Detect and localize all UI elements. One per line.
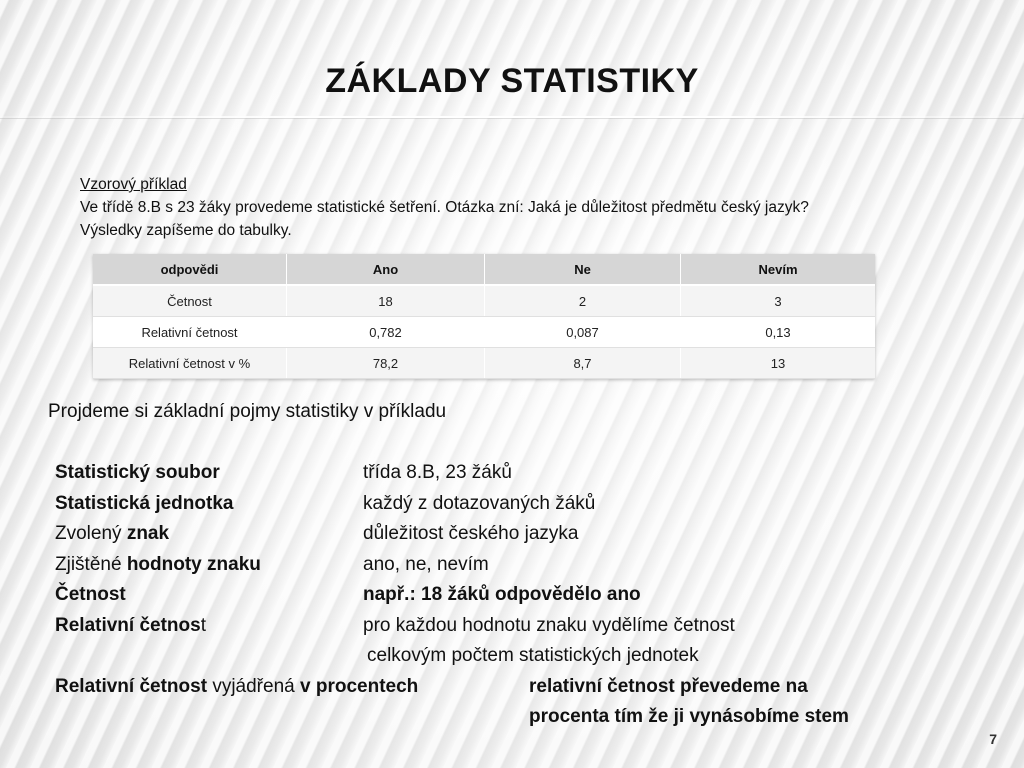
- table-row: [93, 348, 875, 379]
- table-cell: Četnost: [93, 285, 287, 317]
- definition-row: [55, 489, 955, 520]
- title-divider: [0, 116, 1024, 118]
- definition-row: [55, 519, 955, 550]
- definition-desc: důležitost českého jazyka: [363, 523, 579, 544]
- definition-row: [55, 458, 955, 489]
- results-table: [93, 254, 875, 379]
- definition-desc: ano, ne, nevím: [363, 553, 489, 575]
- table-cell: Relativní četnost: [93, 317, 287, 348]
- definition-term: Relativní četnost: [55, 614, 206, 636]
- definition-desc: pro každou hodnotu znaku vydělíme četnost: [363, 614, 735, 636]
- table-cell: 0,13: [681, 317, 876, 348]
- definition-desc: relativní četnost převedeme na: [529, 675, 808, 697]
- definition-term: Zjištěné hodnoty znaku: [55, 553, 261, 575]
- table-cell: 18: [287, 285, 485, 317]
- definition-term: Relativní četnost vyjádřená v procentech: [55, 675, 419, 697]
- header-cell: Ano: [287, 254, 485, 285]
- definition-desc: celkovým počtem statistických jednotek: [367, 645, 699, 666]
- header-cell: odpovědi: [93, 254, 287, 285]
- definition-row: [55, 580, 955, 611]
- definition-term: Zvolený znak: [55, 523, 170, 544]
- definition-row: [55, 672, 955, 703]
- table-cell: 8,7: [485, 348, 681, 379]
- table-row: [93, 285, 875, 317]
- definitions-list: [55, 458, 955, 733]
- header-cell: Ne: [485, 254, 681, 285]
- table-header-row: [93, 254, 875, 285]
- subheading: Projdeme si základní pojmy statistiky v příkladu: [48, 401, 447, 422]
- definition-desc: procenta tím že ji vynásobíme stem: [529, 706, 849, 727]
- intro-line-2: Výsledky zapíšeme do tabulky.: [80, 222, 292, 239]
- table-cell: 3: [681, 285, 876, 317]
- definition-term: Statistický soubor: [55, 462, 220, 483]
- intro-line-1: Ve třídě 8.B s 23 žáky provedeme statistické šetření. Otázka zní: Jaká je důležitost předmětu český jazyk?: [80, 199, 809, 216]
- intro-heading: Vzorový příklad: [80, 176, 187, 193]
- table-cell: 78,2: [287, 348, 485, 379]
- definition-row-continued: [55, 702, 955, 733]
- definition-desc: každý z dotazovaných žáků: [363, 492, 596, 514]
- table-cell: 0,087: [485, 317, 681, 348]
- table-row: [93, 317, 875, 348]
- definition-term: Statistická jednotka: [55, 492, 234, 514]
- header-cell: Nevím: [681, 254, 876, 285]
- slide-title: ZÁKLADY STATISTIKY: [325, 62, 699, 100]
- definition-desc: např.: 18 žáků odpovědělo ano: [363, 584, 641, 605]
- table-cell: 2: [485, 285, 681, 317]
- table-cell: 0,782: [287, 317, 485, 348]
- page-number: 7: [989, 731, 997, 747]
- definition-row-continued: [55, 641, 955, 672]
- definition-term: Četnost: [55, 584, 126, 605]
- table-cell: Relativní četnost v %: [93, 348, 287, 379]
- definition-row: [55, 550, 955, 581]
- intro-text: [80, 173, 809, 242]
- table-cell: 13: [681, 348, 876, 379]
- definition-desc: třída 8.B, 23 žáků: [363, 462, 512, 483]
- definition-row: [55, 611, 955, 642]
